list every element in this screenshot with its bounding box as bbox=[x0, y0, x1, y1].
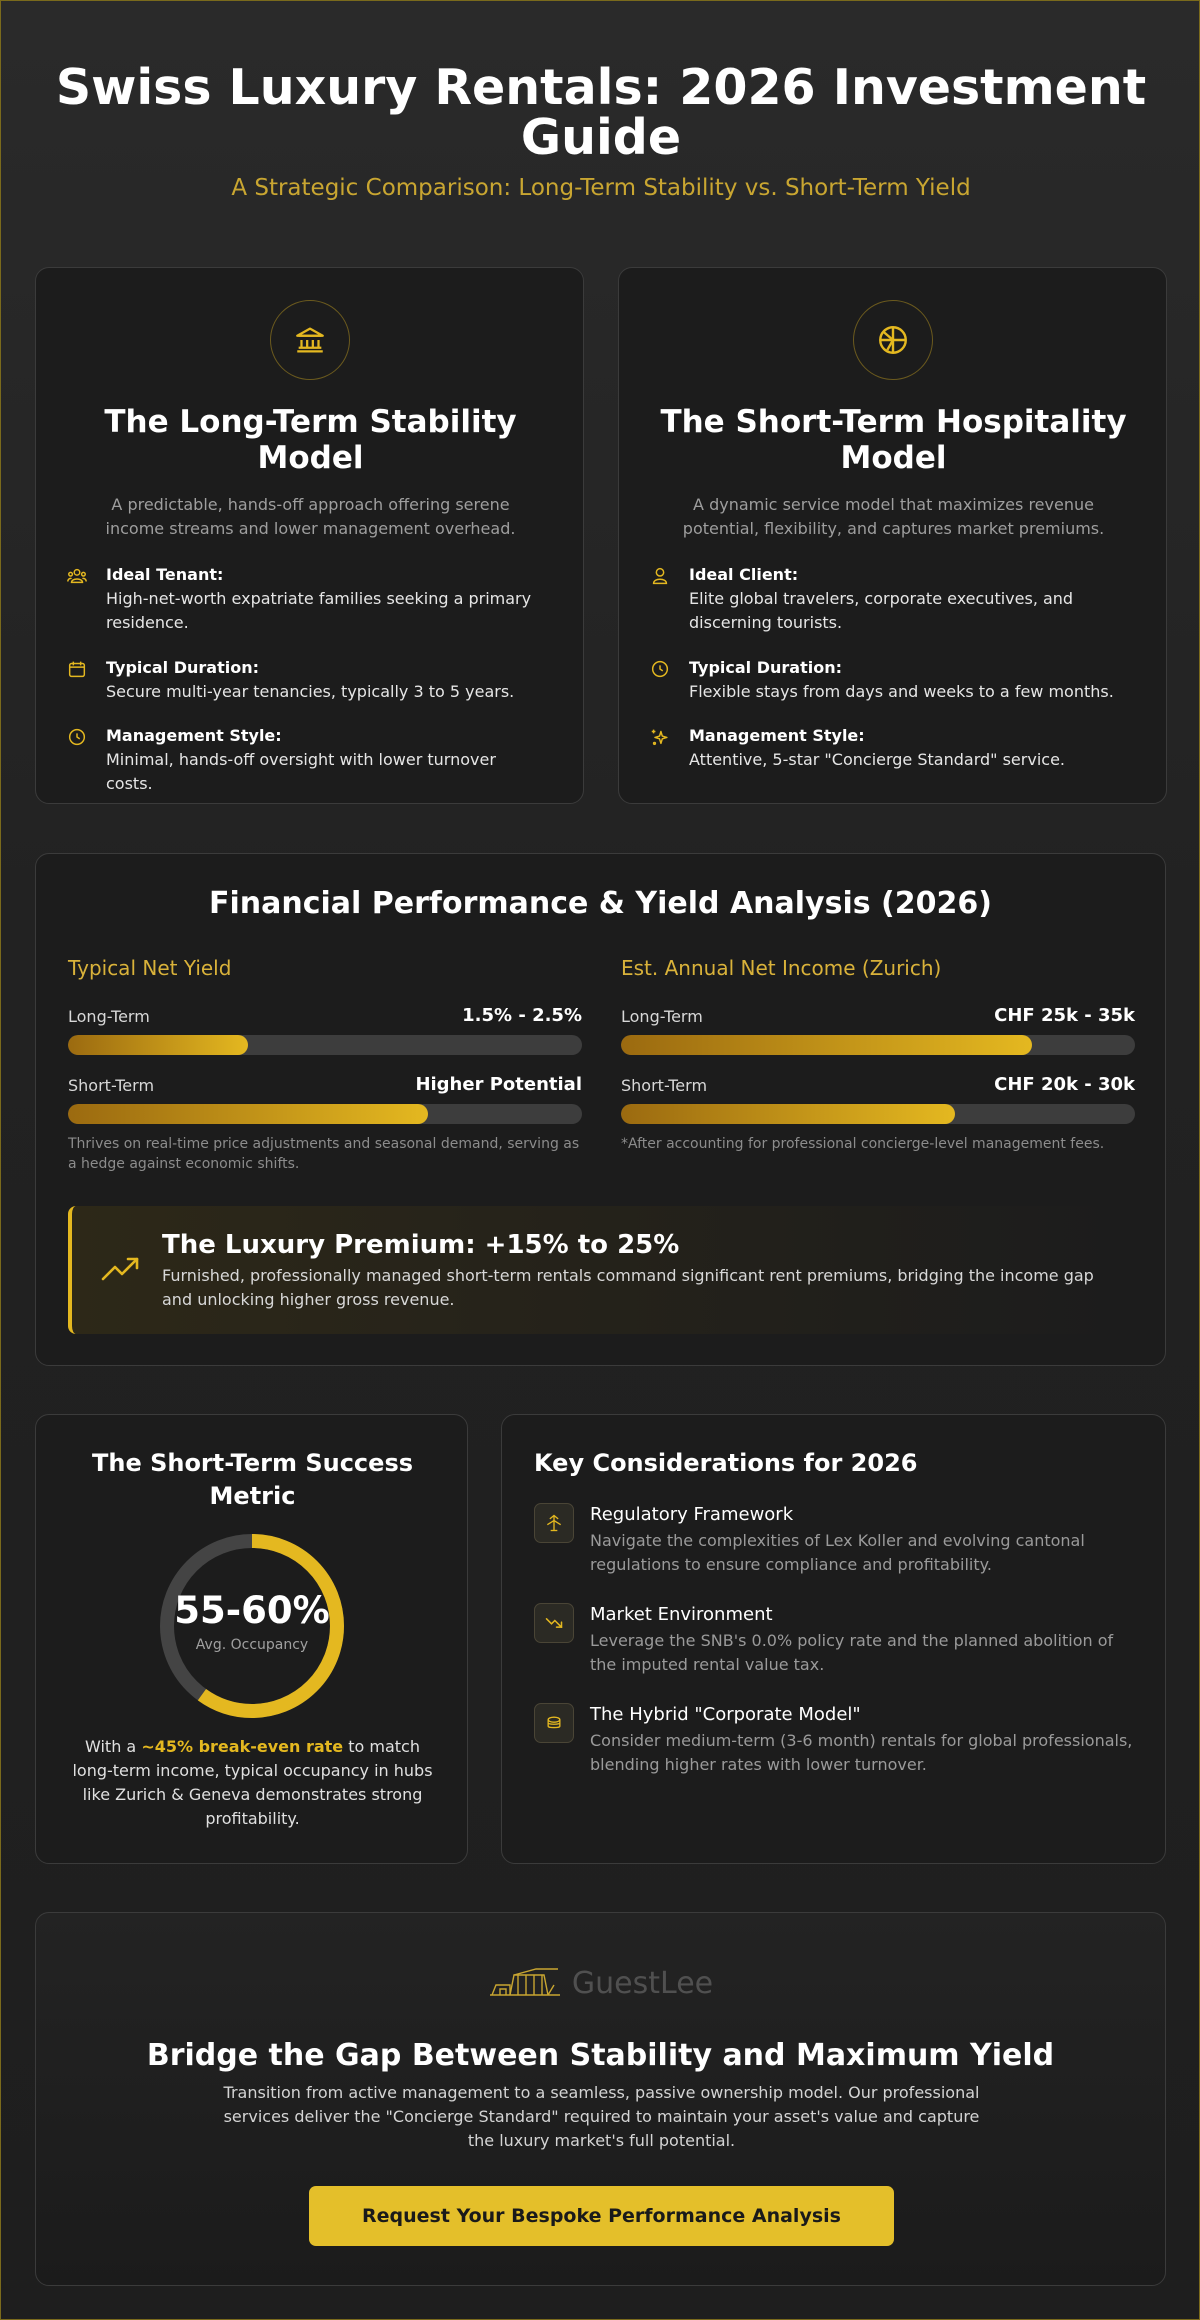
income-long-term-row bbox=[621, 1004, 1135, 1055]
feature-label: Ideal Client: bbox=[689, 565, 799, 584]
cta-title: Bridge the Gap Between Stability and Maximum Yield bbox=[146, 2038, 1055, 2073]
feature-label: Ideal Tenant: bbox=[106, 565, 224, 584]
balance-icon bbox=[534, 1503, 574, 1543]
occupancy-donut bbox=[157, 1531, 347, 1721]
metric-description bbox=[66, 1735, 439, 1831]
users-icon bbox=[66, 563, 106, 635]
progress-bar-fill bbox=[68, 1104, 428, 1124]
feature-text: Flexible stays from days and weeks to a few months. bbox=[689, 682, 1114, 701]
short-term-model-card bbox=[618, 267, 1167, 804]
page-subtitle: A Strategic Comparison: Long-Term Stability vs. Short-Term Yield bbox=[231, 175, 971, 201]
bar-value: CHF 20k - 30k bbox=[994, 1074, 1135, 1095]
feature-text: Minimal, hands-off oversight with lower turnover costs. bbox=[106, 750, 496, 793]
short-term-feature-client bbox=[649, 563, 1129, 635]
metric-text-end: to match long-term income, typical occupancy in hubs like Zurich & Geneva demonstrates strong profitability. bbox=[72, 1737, 433, 1828]
luxury-premium-callout bbox=[68, 1206, 1132, 1334]
metric-title: The Short-Term Success Metric bbox=[91, 1449, 414, 1510]
bar-value: CHF 25k - 35k bbox=[994, 1005, 1135, 1026]
net-income-column bbox=[621, 956, 1135, 1154]
bar-label: Short-Term bbox=[68, 1076, 155, 1095]
long-term-feature-management bbox=[66, 724, 546, 796]
long-term-model-card bbox=[35, 267, 584, 804]
yield-long-term-row bbox=[68, 1004, 582, 1055]
page-header bbox=[1, 59, 1200, 201]
consideration-title: Market Environment bbox=[590, 1604, 773, 1625]
net-income-note: *After accounting for professional concierge-level management fees. bbox=[621, 1136, 1105, 1152]
request-analysis-button[interactable]: Request Your Bespoke Performance Analysis bbox=[309, 2186, 894, 2246]
considerations-title: Key Considerations for 2026 bbox=[534, 1449, 918, 1477]
bar-label: Long-Term bbox=[621, 1007, 703, 1026]
cta-text: Transition from active management to a seamless, passive ownership model. Our professional services deliver the "Concierge Standard" required to maintain your asset's value and capture the luxury market's full potential. bbox=[223, 2083, 980, 2150]
clock-icon bbox=[66, 724, 106, 796]
progress-bar-track bbox=[68, 1035, 582, 1055]
feature-label: Typical Duration: bbox=[689, 658, 842, 677]
occupancy-label: Avg. Occupancy bbox=[195, 1637, 309, 1653]
progress-bar-fill bbox=[68, 1035, 248, 1055]
bar-value: 1.5% - 2.5% bbox=[462, 1005, 582, 1026]
financial-title: Financial Performance & Yield Analysis (2026) bbox=[209, 886, 992, 921]
long-term-feature-tenant bbox=[66, 563, 546, 635]
success-metric-card bbox=[35, 1414, 468, 1864]
financial-analysis-card bbox=[35, 853, 1166, 1366]
consideration-hybrid-model bbox=[534, 1703, 1144, 1777]
cta-card bbox=[35, 1912, 1166, 2286]
page-title: Swiss Luxury Rentals: 2026 Investment Guide bbox=[55, 59, 1147, 166]
income-short-term-row bbox=[621, 1073, 1135, 1124]
long-term-feature-duration bbox=[66, 656, 546, 704]
globe-icon bbox=[853, 300, 933, 380]
consideration-title: Regulatory Framework bbox=[590, 1504, 794, 1525]
consideration-text: Navigate the complexities of Lex Koller and evolving cantonal regulations to ensure compliance and profitability. bbox=[590, 1531, 1085, 1574]
short-term-model-title: The Short-Term Hospitality Model bbox=[660, 404, 1127, 476]
key-considerations-card bbox=[501, 1414, 1166, 1864]
feature-text: Elite global travelers, corporate executives, and discerning tourists. bbox=[689, 589, 1074, 632]
bar-value: Higher Potential bbox=[415, 1074, 582, 1095]
bank-icon bbox=[270, 300, 350, 380]
trending-down-icon bbox=[534, 1603, 574, 1643]
feature-label: Typical Duration: bbox=[106, 658, 259, 677]
consideration-market bbox=[534, 1603, 1144, 1677]
progress-bar-track bbox=[68, 1104, 582, 1124]
net-yield-column bbox=[68, 956, 582, 1174]
yield-short-term-row bbox=[68, 1073, 582, 1124]
net-yield-note: Thrives on real-time price adjustments and seasonal demand, serving as a hedge against economic shifts. bbox=[68, 1136, 580, 1172]
coins-icon bbox=[534, 1703, 574, 1743]
progress-bar-track bbox=[621, 1104, 1135, 1124]
long-term-model-title: The Long-Term Stability Model bbox=[104, 404, 517, 476]
bar-label: Long-Term bbox=[68, 1007, 150, 1026]
brand-logo-icon bbox=[488, 1965, 562, 2001]
consideration-regulatory bbox=[534, 1503, 1144, 1577]
progress-bar-fill bbox=[621, 1104, 955, 1124]
premium-text: Furnished, professionally managed short-term rentals command significant rent premiums, bridging the income gap and unlocking higher gross revenue. bbox=[162, 1266, 1094, 1309]
consideration-title: The Hybrid "Corporate Model" bbox=[590, 1704, 861, 1725]
short-term-model-description: A dynamic service model that maximizes revenue potential, flexibility, and captures market premiums. bbox=[682, 495, 1105, 538]
net-income-title: Est. Annual Net Income (Zurich) bbox=[621, 956, 942, 980]
short-term-feature-duration bbox=[649, 656, 1129, 704]
feature-text: Attentive, 5-star "Concierge Standard" service. bbox=[689, 750, 1065, 769]
clock-icon bbox=[649, 656, 689, 704]
occupancy-value: 55-60% bbox=[174, 1589, 330, 1632]
brand-logo bbox=[36, 1965, 1165, 2001]
feature-label: Management Style: bbox=[106, 726, 282, 745]
metric-text-start: With a bbox=[85, 1737, 142, 1756]
short-term-feature-management bbox=[649, 724, 1129, 772]
consideration-text: Leverage the SNB's 0.0% policy rate and the planned abolition of the imputed rental value tax. bbox=[590, 1631, 1114, 1674]
long-term-model-description: A predictable, hands-off approach offering serene income streams and lower management overhead. bbox=[105, 495, 516, 538]
sparkle-icon bbox=[649, 724, 689, 772]
feature-label: Management Style: bbox=[689, 726, 865, 745]
progress-bar-fill bbox=[621, 1035, 1032, 1055]
feature-text: High-net-worth expatriate families seeking a primary residence. bbox=[106, 589, 532, 632]
break-even-highlight: ~45% break-even rate bbox=[141, 1737, 344, 1756]
calendar-icon bbox=[66, 656, 106, 704]
brand-name: GuestLee bbox=[571, 1965, 714, 2001]
net-yield-title: Typical Net Yield bbox=[68, 956, 232, 980]
user-icon bbox=[649, 563, 689, 635]
premium-title: The Luxury Premium: +15% to 25% bbox=[162, 1230, 680, 1260]
bar-label: Short-Term bbox=[621, 1076, 708, 1095]
feature-text: Secure multi-year tenancies, typically 3 to 5 years. bbox=[106, 682, 515, 701]
consideration-text: Consider medium-term (3-6 month) rentals for global professionals, blending higher rates with lower turnover. bbox=[590, 1731, 1133, 1774]
trending-up-icon bbox=[100, 1254, 142, 1288]
progress-bar-track bbox=[621, 1035, 1135, 1055]
